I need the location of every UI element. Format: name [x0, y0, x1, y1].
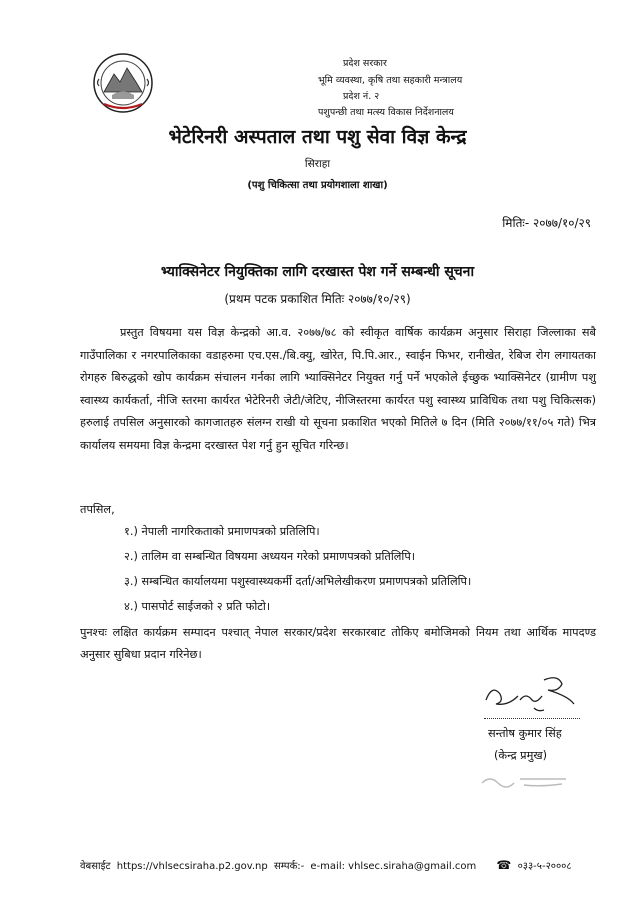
website-label: वेबसाईट — [80, 861, 111, 872]
date-line: मितिः- २०७७/१०/२९ — [502, 216, 591, 230]
email-link[interactable]: e-mail: vhlsec.siraha@gmail.com — [310, 861, 477, 872]
list-item: ४.) पासपोर्ट साईजको २ प्रति फोटो। — [124, 600, 271, 613]
notice-title: भ्याक्सिनेटर नियुक्तिका लागि दरखास्त पेश गर्ने सम्बन्धी सूचना — [160, 264, 475, 280]
header-line-1: प्रदेश सरकार — [343, 58, 387, 69]
website-link[interactable]: https://vhlsecsiraha.p2.gov.np — [116, 861, 268, 872]
header-line-4: पशुपन्छी तथा मत्स्य विकास निर्देशनालय — [318, 107, 454, 118]
nepal-emblem-icon — [92, 52, 154, 114]
header-line-3: प्रदेश नं. २ — [343, 91, 380, 102]
postscript: पुनश्चः लक्षित कार्यक्रम सम्पादन पश्चात् नेपाल सरकार/प्रदेश सरकारबाट तोकिए बमोजिमको नियम तथा आर्थिक मापदण्ड अनुसार सुबिधा प्रदान गरिनेछ। — [80, 626, 596, 661]
header-line-2: भूमि व्यवस्था, कृषि तथा सहकारी मन्त्रालय — [318, 75, 463, 86]
signature-line — [484, 718, 580, 719]
phone-number: ०३३-५-२०००८ — [517, 861, 572, 872]
list-item: १.) नेपाली नागरिकताको प्रमाणपत्रको प्रतिलिपि। — [124, 525, 320, 538]
office-location: सिराहा — [304, 158, 331, 170]
contact-label: सम्पर्क:- — [273, 861, 305, 872]
notice-body: प्रस्तुत विषयमा यस विज्ञ केन्द्रको आ.व. २०७७/७८ को स्वीकृत वार्षिक कार्यक्रम अनुसार सिराहा जिल्लाका सबै गाउँपालिका र नगरपालिकाका वडाहरुमा एच.एस./बि.क्यु, खोरेत, पि.पि.आर., स्वाईन फिभर, रानीखेत, रेबिज रोग लगायतका रोगहरु बिरुद्धको खोप कार्यक्रम संचालन गर्नका लागि भ्याक्सिनेटर नियुक्त गर्नु पर्ने भएकोले ईच्छुक भ्याक्सिनेटर (ग्रामीण पशु स्वास्थ्य कार्यकर्ता, नीजि स्तरमा कार्यरत भेटेरिनरी जेटी/जेटिए, नीजिस्तरमा कार्यरत पशु स्वास्थ्य प्राविधिक तथा पशु चिकित्सक) हरुलाई तपसिल अनुसारको कागजातहरु संलग्न राखी यो सूचना प्रकाशित भएको मितिले ७ दिन (मिति २०७७/११/०५ गते) भित्र कार्यालय समयमा विज्ञ केन्द्रमा दरखास्त पेश गर्नु हुन सूचित गरिन्छ। — [80, 326, 596, 452]
list-item: ३.) सम्बन्धित कार्यालयमा पशुस्वास्थ्यकर्मी दर्ता/अभिलेखीकरण प्रमाणपत्रको प्रतिलिपि। — [124, 575, 472, 588]
signatory-name: सन्तोष कुमार सिंह — [488, 727, 562, 740]
signatory-title: (केन्द्र प्रमुख) — [494, 749, 547, 762]
signature — [478, 670, 588, 720]
office-branch: (पशु चिकित्सा तथा प्रयोगशाला शाखा) — [247, 180, 388, 191]
notice-subtitle: (प्रथम पटक प्रकाशित मितिः २०७७/१०/२९) — [224, 292, 411, 306]
footer — [80, 858, 575, 872]
phone-icon: ☎ — [496, 858, 512, 872]
tapasil-label: तपसिल, — [80, 503, 115, 516]
faint-stamp-mark — [478, 773, 570, 789]
office-name: भेटेरिनरी अस्पताल तथा पशु सेवा विज्ञ केन्द्र — [168, 126, 467, 148]
list-item: २.) तालिम वा सम्बन्धित विषयमा अध्ययन गरेको प्रमाणपत्रको प्रतिलिपि। — [124, 550, 416, 563]
